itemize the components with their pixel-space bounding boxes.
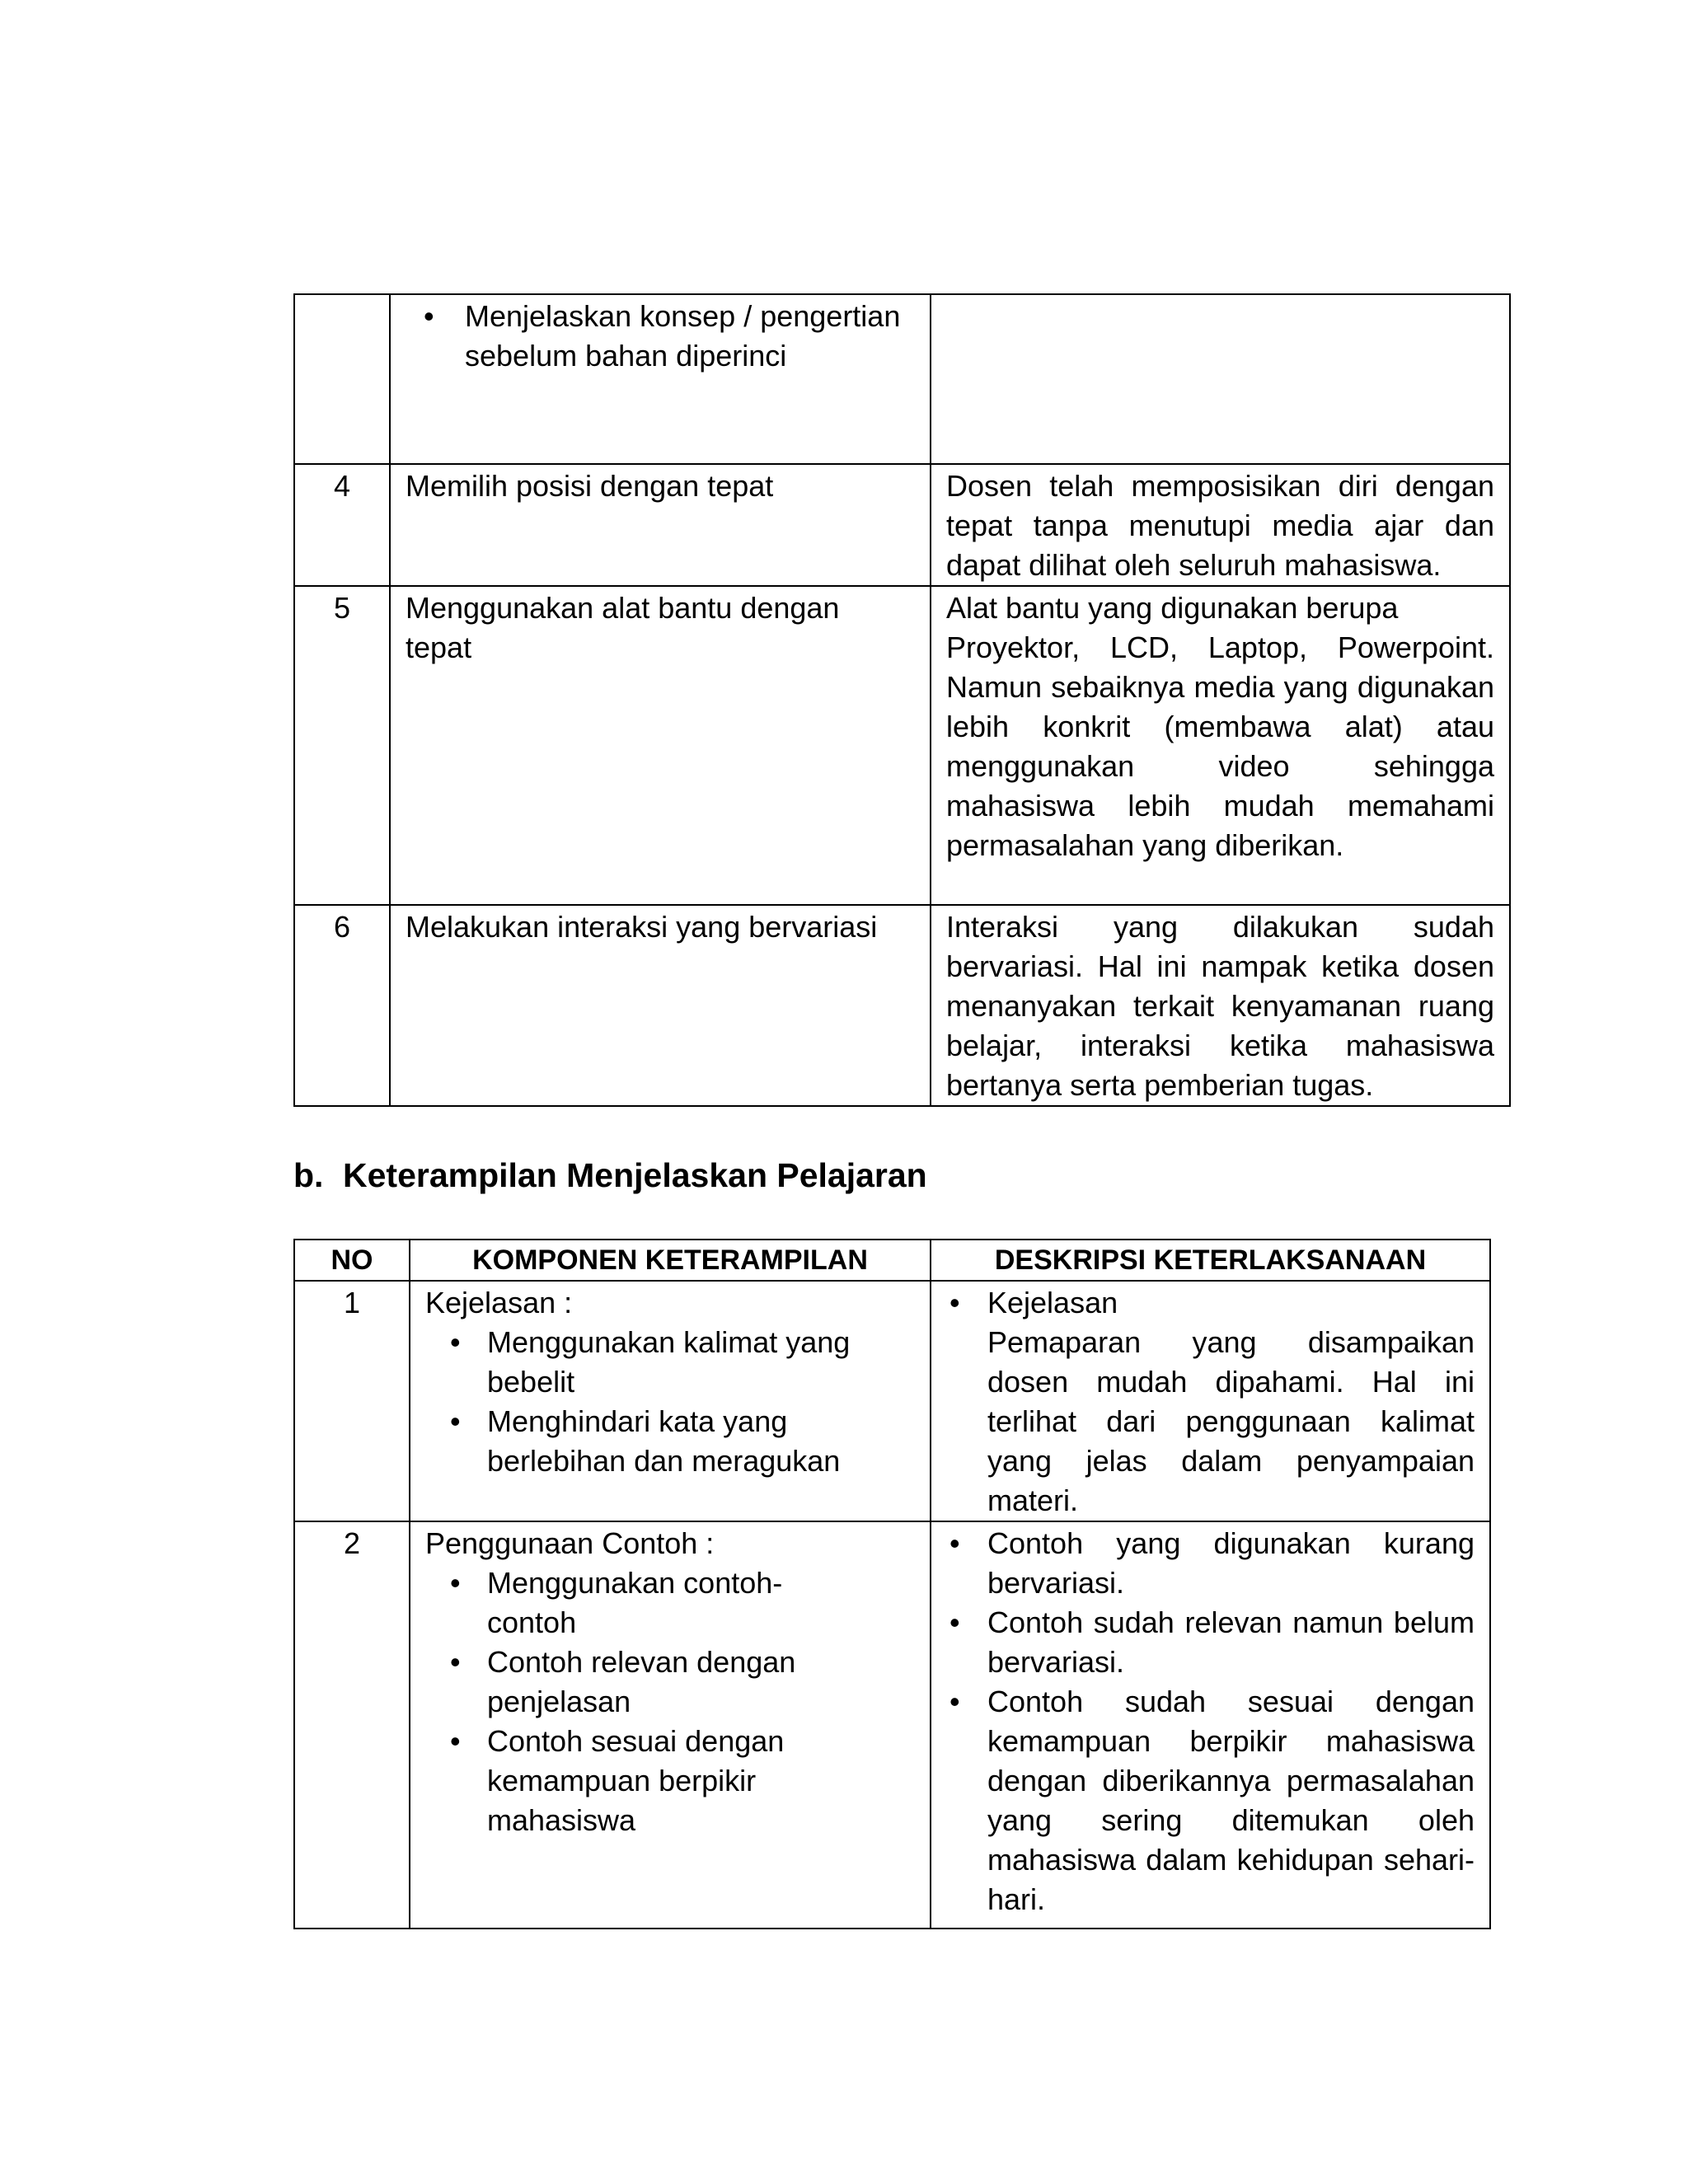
row-number: 6	[294, 905, 390, 1106]
component-label: Kejelasan :	[425, 1286, 573, 1319]
table-row	[294, 1281, 1490, 1521]
table-row	[294, 586, 1510, 905]
component-bullet: • Menggunakan contoh-contoh	[425, 1563, 865, 1643]
section-letter: b.	[293, 1156, 324, 1194]
table-row	[294, 464, 1510, 586]
description-cell: Interaksi yang dilakukan sudah bervariasi. Hal ini nampak ketika dosen menanyakan terkait kenyamanan ruang belajar, interaksi ketika mahasiswa bertanya serta pemberian tugas.	[931, 905, 1510, 1106]
table-row	[294, 1521, 1490, 1929]
row-number: 1	[294, 1281, 410, 1521]
component-bullet: • Contoh sesuai dengan kemampuan berpikir mahasiswa	[425, 1722, 865, 1840]
component-bullet: • Menghindari kata yang berlebihan dan meragukan	[425, 1402, 865, 1481]
description-cell	[931, 1281, 1490, 1521]
section-title: Keterampilan Menjelaskan Pelajaran	[343, 1156, 927, 1194]
header-komponen: KOMPONEN KETERAMPILAN	[410, 1240, 931, 1281]
component-label: Penggunaan Contoh :	[425, 1526, 715, 1560]
row-number: 2	[294, 1521, 410, 1929]
component-cell	[410, 1281, 931, 1521]
description-bullet: • Contoh sudah relevan namun belum bervariasi.	[945, 1603, 1475, 1682]
header-deskripsi: DESKRIPSI KETERLAKSANAAN	[931, 1240, 1490, 1281]
table-row	[294, 294, 1510, 464]
component-bullet: • Menjelaskan konsep / pengertian sebelum bahan diperinci	[391, 297, 915, 376]
description-bullet: • Kejelasan Pemaparan yang disampaikan dosen mudah dipahami. Hal ini terlihat dari penggunaan kalimat yang jelas dalam penyampaian materi.	[945, 1283, 1475, 1521]
component-cell: Melakukan interaksi yang bervariasi	[390, 905, 931, 1106]
description-cell	[931, 294, 1510, 464]
component-bullet: • Contoh relevan dengan penjelasan	[425, 1643, 865, 1722]
description-bullet: • Contoh sudah sesuai dengan kemampuan berpikir mahasiswa dengan diberikannya permasalahan yang sering ditemukan oleh mahasiswa dalam kehidupan sehari-hari.	[945, 1682, 1475, 1919]
component-cell	[410, 1521, 931, 1929]
row-number: 5	[294, 586, 390, 905]
component-cell: Menggunakan alat bantu dengan tepat	[390, 586, 931, 905]
evaluation-table-continued	[293, 293, 1511, 1107]
description-cell: Dosen telah memposisikan diri dengan tepat tanpa menutupi media ajar dan dapat dilihat oleh seluruh mahasiswa.	[931, 464, 1510, 586]
description-cell	[931, 1521, 1490, 1929]
header-no: NO	[294, 1240, 410, 1281]
description-cell: Alat bantu yang digunakan berupa Proyektor, LCD, Laptop, Powerpoint. Namun sebaiknya media yang digunakan lebih konkrit (membawa alat) atau menggunakan video sehingga mahasiswa lebih mudah memahami permasalahan yang diberikan.	[931, 586, 1510, 905]
table-header-row	[294, 1240, 1490, 1281]
row-number	[294, 294, 390, 464]
component-bullet: • Menggunakan kalimat yang bebelit	[425, 1323, 865, 1402]
table-row	[294, 905, 1510, 1106]
component-cell: Memilih posisi dengan tepat	[390, 464, 931, 586]
component-cell	[390, 294, 931, 464]
row-number: 4	[294, 464, 390, 586]
explaining-skills-table	[293, 1239, 1491, 1929]
description-bullet: • Contoh yang digunakan kurang bervariasi.	[945, 1524, 1475, 1603]
section-heading	[293, 1152, 927, 1198]
